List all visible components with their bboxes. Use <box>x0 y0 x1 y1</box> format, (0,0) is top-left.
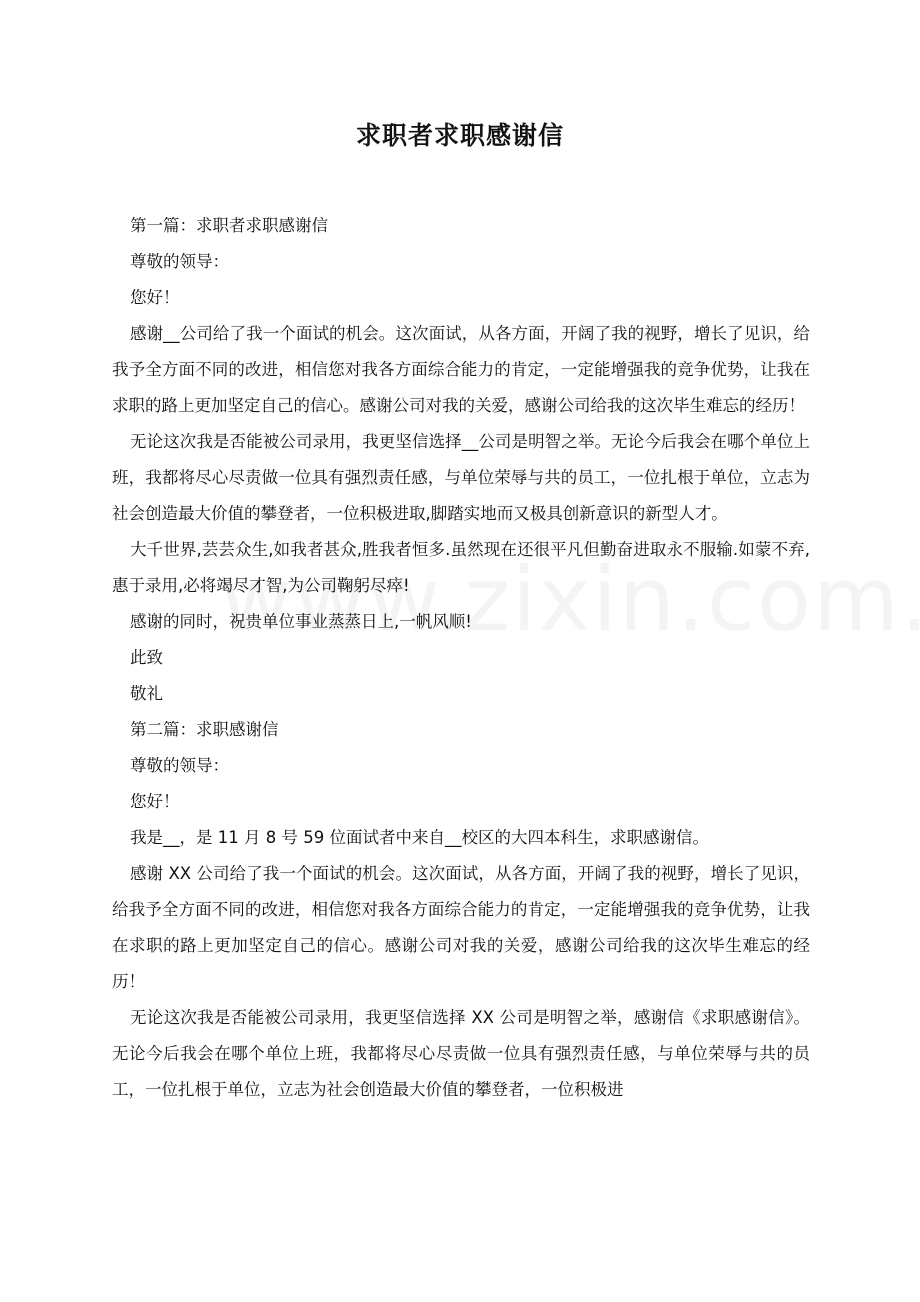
closing-line: 此致 <box>130 648 163 667</box>
body-paragraph: 感谢__公司给了我一个面试的机会。这次面试，从各方面，开阔了我的视野，增长了见识，给我予全方面不同的改进，相信您对我各方面综合能力的肯定，一定能增强我的竞争优势，让我在求职的路上更加坚定自己的信心。感谢公司对我的关爱，感谢公司给我的这次毕生难忘的经历！ <box>112 324 810 415</box>
body-paragraph: 感谢 XX 公司给了我一个面试的机会。这次面试，从各方面，开阔了我的视野，增长了见识，给我予全方面不同的改进，相信您对我各方面综合能力的肯定，一定能增强我的竞争优势，让我在求职的路上更加坚定自己的信心。感谢公司对我的关爱，感谢公司给我的这次毕生难忘的经历！ <box>112 864 810 991</box>
body-paragraph: 我是__，是 11 月 8 号 59 位面试者中来自__校区的大四本科生，求职感谢信。 <box>130 828 709 847</box>
salutation: 尊敬的领导： <box>130 756 229 775</box>
salutation: 尊敬的领导： <box>130 252 229 271</box>
greeting: 您好！ <box>130 288 180 307</box>
closing-wish: 感谢的同时，祝贵单位事业蒸蒸日上,一帆风顺! <box>130 612 472 631</box>
section-heading-2: 第二篇：求职感谢信 <box>130 720 279 739</box>
body-paragraph: 无论这次我是否能被公司录用，我更坚信选择 XX 公司是明智之举，感谢信《求职感谢信》。无论今后我会在哪个单位上班，我都将尽心尽责做一位具有强烈责任感，与单位荣辱与共的员工，一位扎根于单位，立志为社会创造最大价值的攀登者，一位积极进 <box>112 1008 810 1099</box>
body-paragraph: 无论这次我是否能被公司录用，我更坚信选择__公司是明智之举。无论今后我会在哪个单位上班，我都将尽心尽责做一位具有强烈责任感，与单位荣辱与共的员工，一位扎根于单位，立志为社会创造最大价值的攀登者，一位积极进取,脚踏实地而又极具创新意识的新型人才。 <box>112 432 810 523</box>
closing-regards: 敬礼 <box>130 684 163 703</box>
document-title: 求职者求职感谢信 <box>355 121 564 150</box>
greeting: 您好！ <box>130 792 180 811</box>
section-heading-1: 第一篇：求职者求职感谢信 <box>130 216 328 235</box>
body-paragraph: 大千世界,芸芸众生,如我者甚众,胜我者恒多.虽然现在还很平凡但勤奋进取永不服输.如蒙不弃,惠于录用,必将竭尽才智,为公司鞠躬尽瘁! <box>112 540 810 595</box>
document-body <box>112 208 810 1108</box>
